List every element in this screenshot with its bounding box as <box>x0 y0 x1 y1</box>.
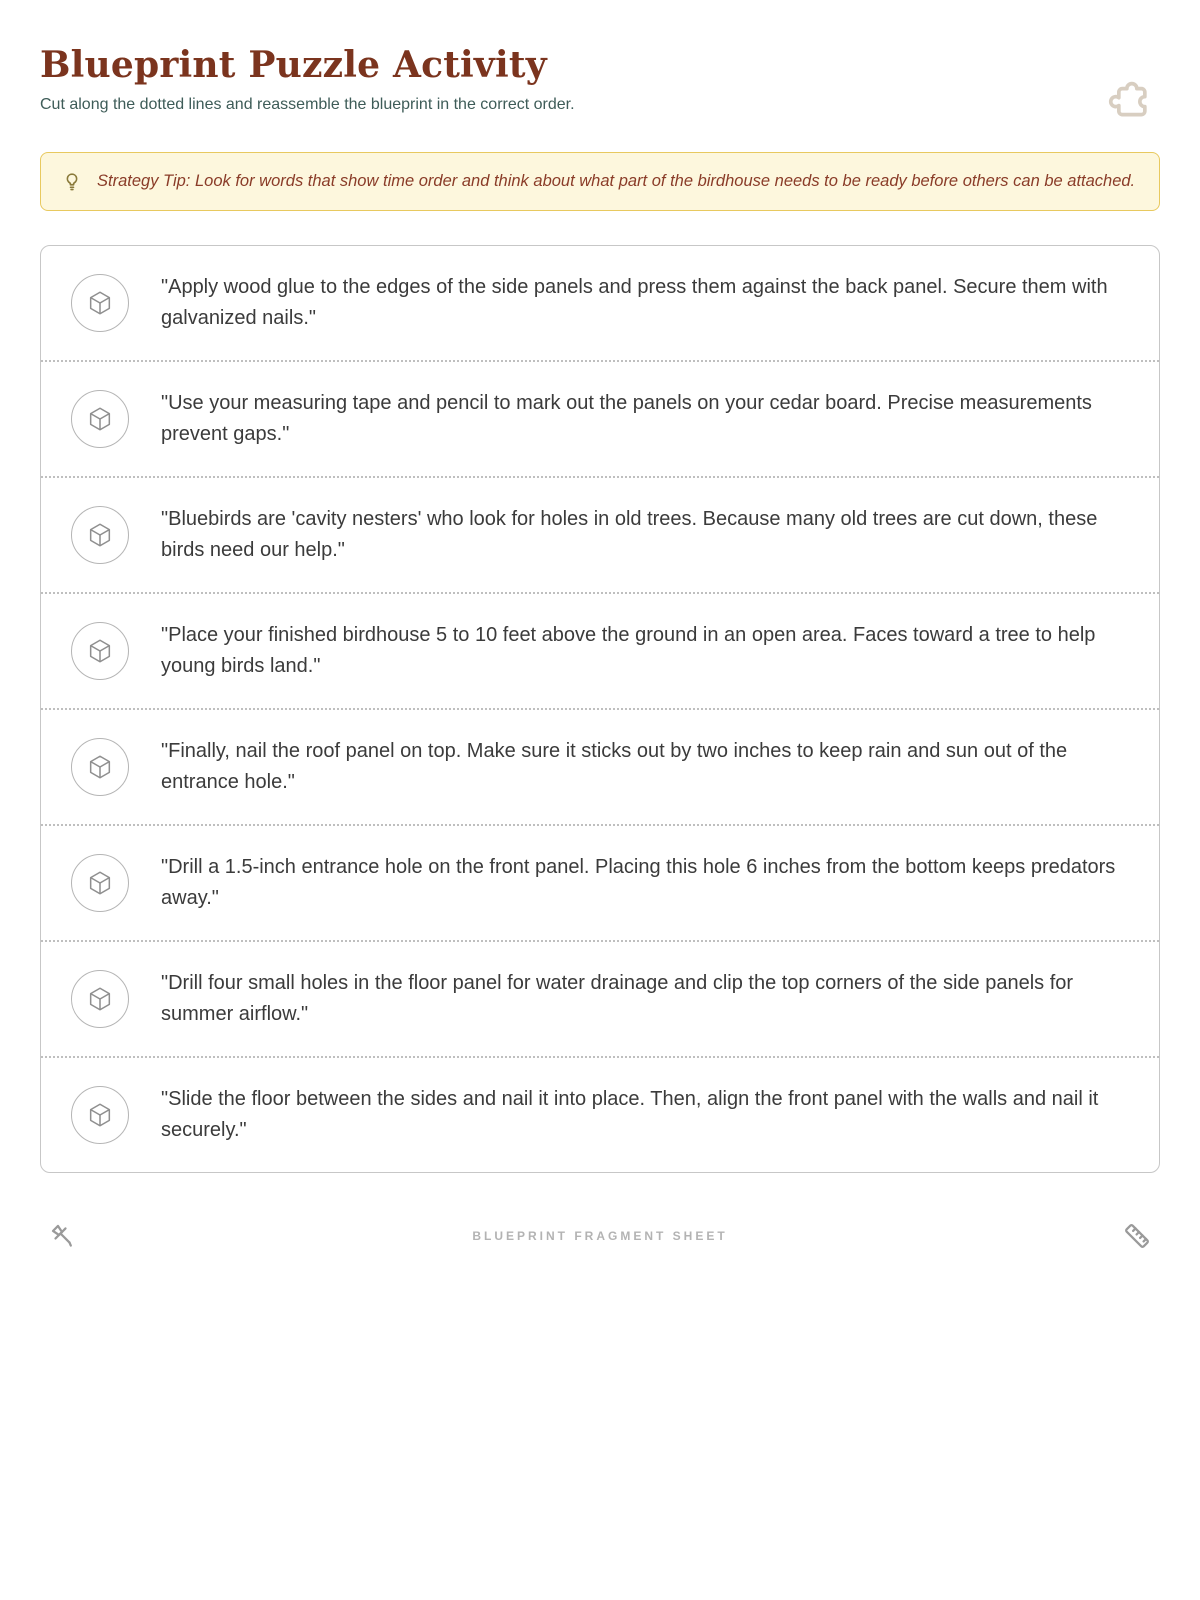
page-subtitle: Cut along the dotted lines and reassemble the blueprint in the correct order. <box>40 96 575 113</box>
fragment-item <box>41 246 1159 362</box>
header <box>40 44 1160 122</box>
fragment-text: "Bluebirds are 'cavity nesters' who look for holes in old trees. Because many old trees are cut down, these birds need our help." <box>161 507 1098 561</box>
puzzle-piece-icon <box>1108 70 1160 122</box>
fragment-text: "Apply wood glue to the edges of the side panels and press them against the back panel. Secure them with galvanized nails." <box>161 275 1108 329</box>
fragment-text: "Drill four small holes in the floor panel for water drainage and clip the top corners of the side panels for summer airflow." <box>161 971 1074 1025</box>
fragment-item <box>41 942 1159 1058</box>
fragment-text: "Finally, nail the roof panel on top. Make sure it sticks out by two inches to keep rain and sun out of the entrance hole." <box>161 739 1068 793</box>
footer <box>40 1219 1160 1253</box>
cube-icon <box>71 506 129 564</box>
fragment-item <box>41 826 1159 942</box>
cube-icon <box>71 274 129 332</box>
strategy-tip-box <box>40 152 1160 211</box>
fragment-text: "Drill a 1.5-inch entrance hole on the front panel. Placing this hole 6 inches from the bottom keeps predators away." <box>161 855 1116 909</box>
fragment-item <box>41 710 1159 826</box>
fragment-text: "Place your finished birdhouse 5 to 10 feet above the ground in an open area. Faces toward a tree to help young birds land." <box>161 623 1096 677</box>
cube-icon <box>71 1086 129 1144</box>
fragment-item <box>41 594 1159 710</box>
lightbulb-icon <box>61 171 83 193</box>
pushpin-icon <box>46 1219 80 1253</box>
cube-icon <box>71 622 129 680</box>
strategy-tip-text: Strategy Tip: Look for words that show time order and think about what part of the birdhouse needs to be ready before others can be attached. <box>97 172 1136 190</box>
fragment-text: "Use your measuring tape and pencil to mark out the panels on your cedar board. Precise measurements prevent gaps." <box>161 391 1092 445</box>
page-title: Blueprint Puzzle Activity <box>40 44 547 86</box>
footer-label: BLUEPRINT FRAGMENT SHEET <box>472 1228 728 1243</box>
cube-icon <box>71 390 129 448</box>
fragment-card <box>40 245 1160 1173</box>
cube-icon <box>71 738 129 796</box>
fragment-item <box>41 478 1159 594</box>
cube-icon <box>71 854 129 912</box>
cube-icon <box>71 970 129 1028</box>
ruler-icon <box>1120 1219 1154 1253</box>
fragment-text: "Slide the floor between the sides and nail it into place. Then, align the front panel with the walls and nail it securely." <box>161 1087 1099 1141</box>
header-text-block <box>40 44 575 114</box>
fragment-item <box>41 1058 1159 1172</box>
fragment-item <box>41 362 1159 478</box>
